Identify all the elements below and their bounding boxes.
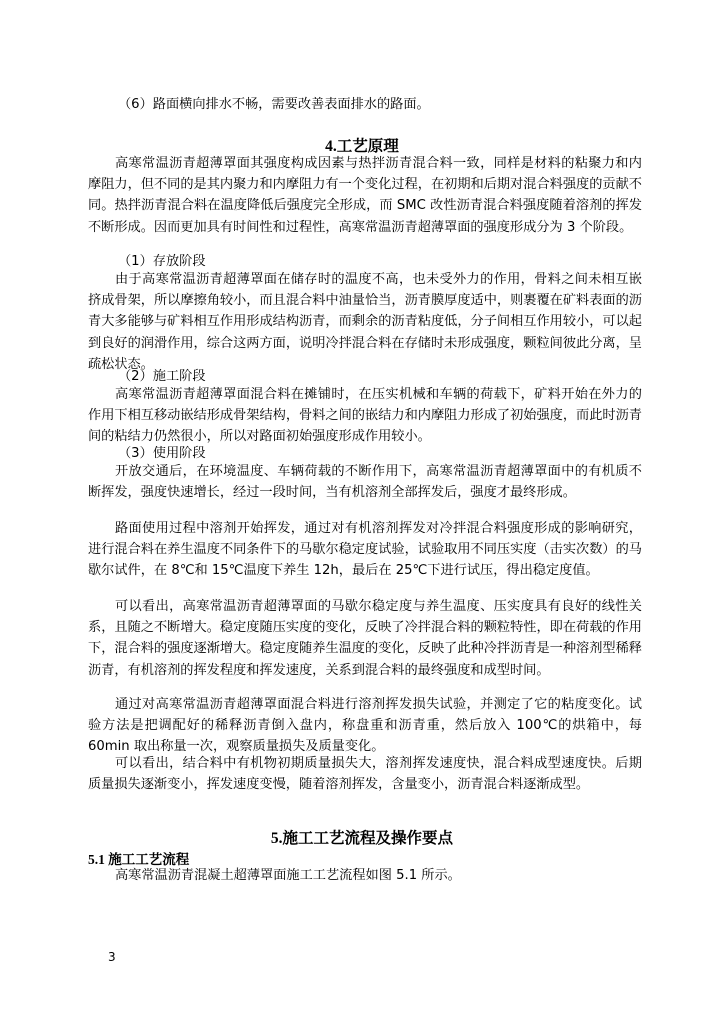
page-number: 3 [108, 950, 116, 964]
loss-test-paragraph: 通过对高寒常温沥青超薄罩面混合料进行溶剂挥发损失试验，并测定了它的粘度变化。试验方法是把调配好的稀释沥青倒入盘内，称盘重和沥青重，然后放入 100℃的烘箱中，每 60min 取出称量一次，观察质量损失及质量变化。 [88, 697, 642, 755]
conclusion-paragraph-2: 可以看出，结合料中有机物初期质量损失大，溶剂挥发速度快，混合料成型速度快。后期质量损失逐渐变小，挥发速度变慢，随着溶剂挥发，含量变小，沥青混合料逐渐成型。 [88, 756, 642, 793]
section5-1-heading: 5.1 施工工艺流程 [88, 852, 190, 867]
stage2-title: （2）施工阶段 [118, 369, 206, 384]
stage1-text: 由于高寒常温沥青超薄罩面在储存时的温度不高，也未受外力的作用，骨料之间未相互嵌挤成骨架，所以摩擦角较小，而且混合料中油量恰当，沥青膜厚度适中，则裹覆在矿料表面的沥青大多能够与矿料相互作用形成结构沥青，而剩余的沥青粘度低，分子间相互作用较小，可以起到良好的润滑作用，综合这两方面，说明冷拌混合料在存储时未形成强度，颗粒间彼此分离，呈疏松状态。 [88, 272, 642, 372]
stage3-text: 开放交通后，在环境温度、车辆荷载的不断作用下，高寒常温沥青超薄罩面中的有机质不断挥发，强度快速增长，经过一段时间，当有机溶剂全部挥发后，强度才最终形成。 [88, 464, 642, 501]
stage2-text: 高寒常温沥青超薄罩面混合料在摊铺时，在压实机械和车辆的荷载下，矿料开始在外力的作用下相互移动嵌结形成骨架结构，骨料之间的嵌结力和内摩阻力形成了初始强度，而此时沥青间的粘结力仍然很小，所以对路面初始强度形成作用较小。 [88, 387, 642, 445]
section5-heading: 5.施工工艺流程及操作要点 [270, 830, 454, 847]
section4-paragraph-1: 高寒常温沥青超薄罩面其强度构成因素与热拌沥青混合料一致，同样是材料的粘聚力和内摩阻力，但不同的是其内聚力和内摩阻力有一个变化过程，在初期和后期对混合料强度的贡献不同。热拌沥青混合料在温度降低后强度完全形成，而 SMC 改性沥青混合料强度随着溶剂的挥发不断形成。因而更加具有时间性和过程性，高寒常温沥青超薄罩面的强度形成分为 3 个阶段。 [88, 156, 642, 235]
intro-line: （6）路面横向排水不畅，需要改善表面排水的路面。 [118, 97, 430, 112]
section5-paragraph-1: 高寒常温沥青混凝土超薄罩面施工工艺流程如图 5.1 所示。 [115, 868, 461, 883]
stage1-title: （1）存放阶段 [118, 254, 206, 269]
section4-heading: 4.工艺原理 [325, 138, 399, 155]
test-paragraph: 路面使用过程中溶剂开始挥发，通过对有机溶剂挥发对冷拌混合料强度形成的影响研究，进行混合料在养生温度不同条件下的马歇尔稳定度试验，试验取用不同压实度（击实次数）的马歇尔试件，在 8℃和 15℃温度下养生 12h，最后在 25℃下进行试压，得出稳定度值。 [88, 521, 642, 579]
conclusion-paragraph-1: 可以看出，高寒常温沥青超薄罩面的马歇尔稳定度与养生温度、压实度具有良好的线性关系，且随之不断增大。稳定度随压实度的变化，反映了冷拌混合料的颗粒特性，即在荷载的作用下，混合料的强度逐渐增大。稳定度随养生温度的变化，反映了此种冷拌沥青是一种溶剂型稀释沥青，有机溶剂的挥发程度和挥发速度，关系到混合料的最终强度和成型时间。 [88, 599, 642, 678]
stage3-title: （3）使用阶段 [118, 446, 206, 461]
